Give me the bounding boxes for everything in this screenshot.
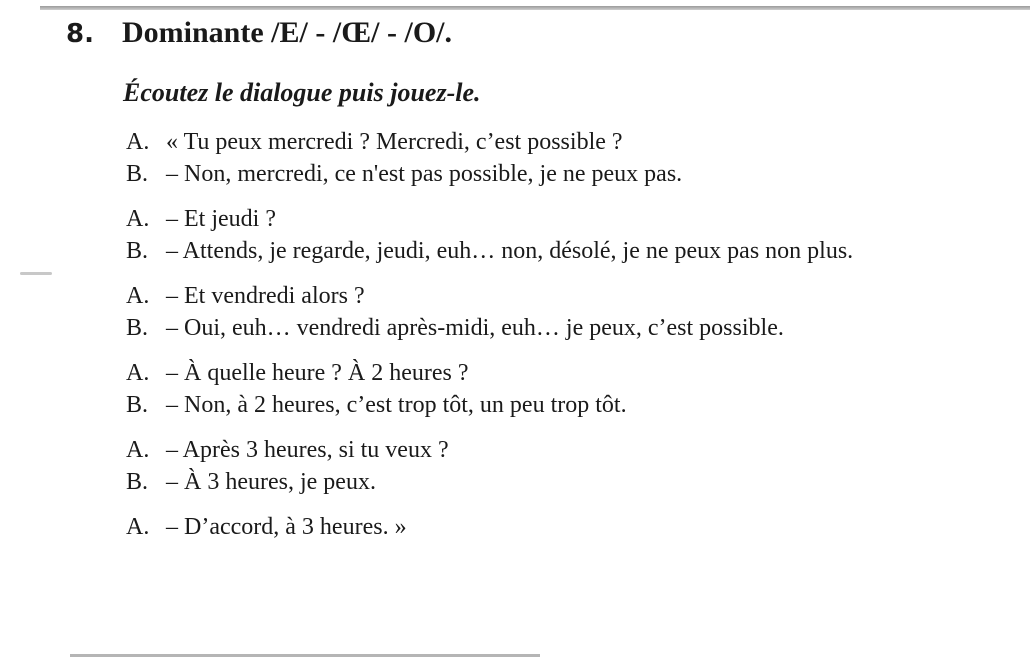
dialogue bbox=[126, 126, 1006, 556]
speaker-label: A. bbox=[126, 283, 150, 309]
exercise-number: 8. bbox=[66, 19, 94, 49]
dialogue-text: – À quelle heure ? À 2 heures ? bbox=[166, 360, 469, 386]
dialogue-line bbox=[126, 126, 1006, 158]
top-rule bbox=[40, 6, 1030, 10]
exercise-title: Dominante /E/ - /Œ/ - /O/. bbox=[122, 16, 452, 49]
speaker-label: A. bbox=[126, 437, 150, 463]
dialogue-text: – D’accord, à 3 heures. » bbox=[166, 514, 407, 540]
dialogue-line bbox=[126, 203, 1006, 235]
speaker-label: A. bbox=[126, 360, 150, 386]
dialogue-exchange bbox=[126, 203, 1006, 267]
dialogue-exchange bbox=[126, 511, 1006, 543]
dialogue-text: – Et vendredi alors ? bbox=[166, 283, 365, 309]
dialogue-line bbox=[126, 466, 1006, 498]
dialogue-line bbox=[126, 434, 1006, 466]
dialogue-line bbox=[126, 357, 1006, 389]
speaker-label: B. bbox=[126, 469, 149, 495]
dialogue-text: « Tu peux mercredi ? Mercredi, c’est possible ? bbox=[166, 129, 623, 155]
dialogue-line bbox=[126, 280, 1006, 312]
speaker-label: B. bbox=[126, 392, 149, 418]
dialogue-line bbox=[126, 158, 1006, 190]
dialogue-exchange bbox=[126, 434, 1006, 498]
dialogue-text: – À 3 heures, je peux. bbox=[166, 469, 376, 495]
dialogue-line bbox=[126, 312, 1006, 344]
dialogue-text: – Non, mercredi, ce n'est pas possible, je ne peux pas. bbox=[166, 161, 683, 187]
dialogue-text: – Non, à 2 heures, c’est trop tôt, un peu trop tôt. bbox=[166, 392, 627, 418]
exercise-heading bbox=[66, 16, 452, 50]
scan-mark bbox=[20, 272, 52, 275]
bottom-rule bbox=[70, 654, 540, 657]
dialogue-text: – Attends, je regarde, jeudi, euh… non, désolé, je ne peux pas non plus. bbox=[166, 238, 854, 264]
dialogue-text: – Après 3 heures, si tu veux ? bbox=[166, 437, 449, 463]
dialogue-line bbox=[126, 235, 1006, 267]
dialogue-exchange bbox=[126, 126, 1006, 190]
dialogue-exchange bbox=[126, 357, 1006, 421]
dialogue-line bbox=[126, 389, 1006, 421]
dialogue-line bbox=[126, 511, 1006, 543]
exercise-instruction: Écoutez le dialogue puis jouez-le. bbox=[123, 78, 481, 107]
speaker-label: B. bbox=[126, 238, 149, 264]
speaker-label: A. bbox=[126, 206, 150, 232]
dialogue-text: – Et jeudi ? bbox=[166, 206, 276, 232]
dialogue-text: – Oui, euh… vendredi après-midi, euh… je peux, c’est possible. bbox=[166, 315, 784, 341]
dialogue-exchange bbox=[126, 280, 1006, 344]
speaker-label: B. bbox=[126, 161, 149, 187]
speaker-label: A. bbox=[126, 514, 150, 540]
speaker-label: A. bbox=[126, 129, 150, 155]
speaker-label: B. bbox=[126, 315, 149, 341]
